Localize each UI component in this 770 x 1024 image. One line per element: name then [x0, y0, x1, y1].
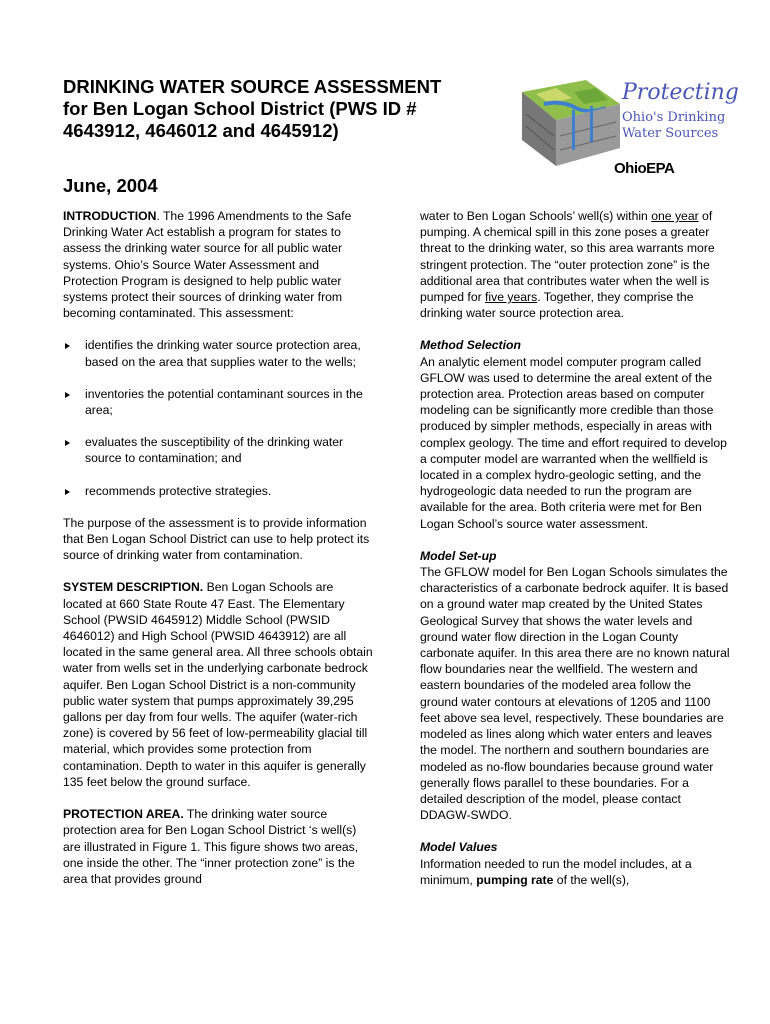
- title-line: DRINKING WATER SOURCE ASSESSMENT: [63, 76, 442, 97]
- logo-text: Ohio's Drinking: [622, 110, 726, 125]
- list-item: identifies the drinking water source protection area, based on the area that supplies water to the wells;: [63, 337, 375, 369]
- title-line: for Ben Logan School District (PWS ID #: [63, 98, 417, 119]
- paragraph-text: Ben Logan Schools are located at 660 State Route 47 East. The Elementary School (PWSID 4645912) Middle School (PWSID 4646012) and High School (PWSID 4643912) are all located in the same general area. All three schools obtain water from wells set in the underlying carbonate bedrock aquifer. Ben Logan School District is a non-community public water system that pumps approximately 39,295 gallons per day from four wells. The aquifer (water-rich zone) is covered by 56 feet of low-permeability glacial till material, which provides some protection from contamination. Depth to water in this aquifer is generally 135 feet below the ground surface.: [63, 580, 373, 789]
- right-column: [420, 208, 732, 888]
- list-item: inventories the potential contaminant sources in the area;: [63, 386, 375, 418]
- paragraph-text: of pumping. A chemical spill in this zone poses a greater threat to the drinking water, so this area warrants more stringent protection. The “outer protection zone” is the additional area that contributes water when the well is pumped for: [420, 209, 715, 305]
- logo-text: Water Sources: [622, 126, 719, 141]
- purpose-paragraph: The purpose of the assessment is to provide information that Ben Logan School District can use to help protect its source of drinking water from contamination.: [63, 515, 370, 563]
- list-item: evaluates the susceptibility of the drinking water source to contamination; and: [63, 434, 375, 466]
- ohio-epa-logo: [516, 74, 738, 186]
- intro-paragraph: [63, 208, 375, 321]
- paragraph-text: water to Ben Logan Schools’ well(s) within: [420, 209, 652, 223]
- left-column: [63, 208, 375, 887]
- list-item: recommends protective strategies.: [63, 483, 375, 499]
- ohio-epa-wordmark: OhioEPA: [614, 160, 675, 177]
- paragraph-text: . Together, they comprise the drinking water source protection area.: [420, 290, 694, 321]
- bold-text: pumping rate: [476, 872, 554, 887]
- paragraph-text: The drinking water source protection area for Ben Logan School District ‘s well(s) are illustrated in Figure 1. This figure shows two areas, one inside the other. The “inner protection zone” is the area that provides ground: [63, 807, 359, 886]
- subsection-heading: Model Set-up: [420, 548, 497, 563]
- subsection-heading: Method Selection: [420, 338, 521, 353]
- document-title: [63, 76, 513, 142]
- setup-section: [420, 548, 732, 823]
- logo-text: Protecting: [622, 80, 739, 105]
- protection-continued: [420, 208, 732, 321]
- underlined-text: one year: [651, 209, 699, 223]
- underlined-text: five years: [485, 290, 538, 305]
- system-paragraph: [63, 579, 375, 790]
- paragraph-text: of the well(s),: [553, 872, 630, 887]
- paragraph-text: . The 1996 Amendments to the Safe Drinking Water Act establish a program for states to assess the drinking water source for all public water systems. Ohio’s Source Water Assessment and Protection Program is designed to help public water systems protect their sources of drinking water from becoming contaminated. This assessment:: [63, 209, 352, 321]
- protection-paragraph: [63, 806, 375, 887]
- paragraph-text: The GFLOW model for Ben Logan Schools simulates the characteristics of a carbonate bedrock aquifer. It is based on a ground water map created by the United States Geological Survey that shows the water levels and ground water flow direction in the Logan County carbonate aquifer. In this area there are no known natural flow boundaries near the wellfield. The western and eastern boundaries of the modeled area follow the ground water contours at elevations of 1205 and 1100 feet above sea level, respectively. These boundaries are modeled as lines along which water enters and leaves the model. The northern and southern boundaries are modeled as no-flow boundaries because ground water generally flows parallel to these boundaries. For a detailed description of the model, please contact DDAGW-SWDO.: [420, 565, 730, 823]
- section-heading: SYSTEM DESCRIPTION.: [63, 580, 204, 595]
- paragraph-text: Information needed to run the model includes, at a minimum,: [420, 856, 692, 887]
- method-section: [420, 337, 732, 531]
- section-heading: PROTECTION AREA.: [63, 807, 184, 822]
- values-section: [420, 839, 732, 888]
- paragraph-text: An analytic element model computer program called GFLOW was used to determine the areal extent of the protection area. Protection areas based on computer modeling can be significantly more credible than those produced by simpler methods, especially in areas with complex geology. The time and effort required to develop a computer model are warranted when the wellfield is located in a complex hydro-geologic setting, and the hydrogeologic data needed to run the program are available for the area. Both criteria were met for Ben Logan School’s source water assessment.: [420, 354, 727, 531]
- document-date: June, 2004: [63, 175, 158, 196]
- assessment-list: [63, 337, 375, 498]
- subsection-heading: Model Values: [420, 840, 498, 855]
- section-heading: INTRODUCTION: [63, 209, 157, 223]
- landscape-block-icon: [516, 74, 626, 170]
- title-line: 4643912, 4646012 and 4645912): [63, 120, 339, 141]
